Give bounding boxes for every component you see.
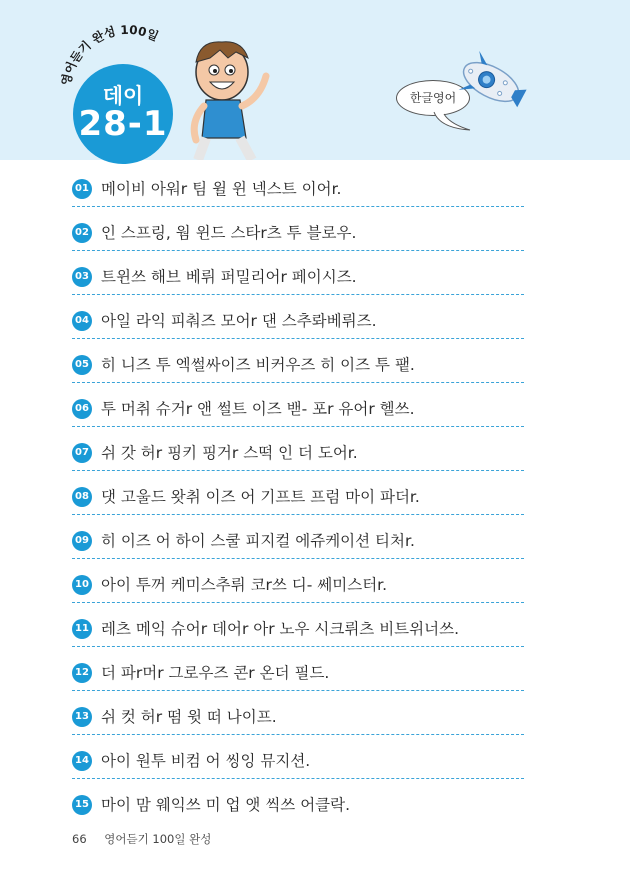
header-banner [0, 0, 630, 160]
item-text: 쉬 컷 허r 떰 윗 떠 나이프. [101, 708, 277, 726]
item-number: 06 [72, 399, 92, 419]
day-label: 데이 [102, 84, 144, 108]
item-number: 01 [72, 179, 92, 199]
item-text: 아이 투꺼 케미스추뤼 코r쓰 디- 쎄미스터r. [101, 576, 388, 594]
series-title: 영어듣기 완성 100일 [58, 22, 161, 87]
item-text: 인 스프링, 웜 윈드 스타r츠 투 블로우. [101, 224, 357, 242]
book-title: 영어듣기 100일 완성 [104, 832, 212, 846]
list-item [72, 792, 524, 822]
item-number: 14 [72, 751, 92, 771]
list-item [72, 220, 524, 251]
list-item [72, 484, 524, 515]
list-item [72, 176, 524, 207]
page-number: 66 [72, 832, 87, 846]
item-number: 04 [72, 311, 92, 331]
list-item [72, 660, 524, 691]
page-footer [72, 831, 211, 847]
item-number: 07 [72, 443, 92, 463]
item-text: 더 파r머r 그로우즈 콘r 온더 필드. [101, 664, 330, 682]
item-text: 레츠 메익 슈어r 데어r 아r 노우 시크뤼츠 비트위너쓰. [101, 620, 459, 638]
item-text: 투 머취 슈거r 앤 썰트 이즈 밷- 포r 유어r 헬쓰. [101, 400, 415, 418]
item-text: 아일 라익 피춰즈 모어r 댄 스추롸베뤼즈. [101, 312, 377, 330]
item-text: 히 이즈 어 하이 스쿨 피지컬 에쥬케이션 티처r. [101, 532, 415, 550]
list-item [72, 440, 524, 471]
item-number: 10 [72, 575, 92, 595]
list-item [72, 748, 524, 779]
item-number: 15 [72, 795, 92, 815]
list-item [72, 352, 524, 383]
list-item [72, 308, 524, 339]
list-item [72, 264, 524, 295]
list-item [72, 704, 524, 735]
item-number: 03 [72, 267, 92, 287]
list-item [72, 616, 524, 647]
item-text: 마이 맘 웨익쓰 미 업 앳 씩쓰 어클락. [101, 796, 351, 814]
item-text: 트윈쓰 해브 베뤼 퍼밀리어r 페이시즈. [101, 268, 357, 286]
item-text: 댓 고울드 왓취 이즈 어 기프트 프럼 마이 파더r. [101, 488, 420, 506]
item-number: 12 [72, 663, 92, 683]
list-item [72, 528, 524, 559]
day-badge [73, 64, 173, 164]
item-text: 쉬 갓 허r 핑키 핑거r 스떡 인 더 도어r. [101, 444, 358, 462]
item-number: 05 [72, 355, 92, 375]
item-number: 08 [72, 487, 92, 507]
item-number: 02 [72, 223, 92, 243]
item-number: 13 [72, 707, 92, 727]
cartoon-boy-illustration [176, 36, 286, 160]
day-number: 28-1 [78, 104, 168, 144]
rocket-icon [446, 42, 536, 122]
item-text: 히 니즈 투 엑썰싸이즈 비커우즈 히 이즈 투 퍁. [101, 356, 415, 374]
bubble-text: 한글영어 [409, 91, 457, 105]
item-text: 아이 원투 비컴 어 씽잉 뮤지션. [101, 752, 311, 770]
item-text: 메이비 아워r 팀 윌 윈 넥스트 이어r. [101, 180, 342, 198]
list-item [72, 396, 524, 427]
item-number: 09 [72, 531, 92, 551]
list-item [72, 572, 524, 603]
item-number: 11 [72, 619, 92, 639]
